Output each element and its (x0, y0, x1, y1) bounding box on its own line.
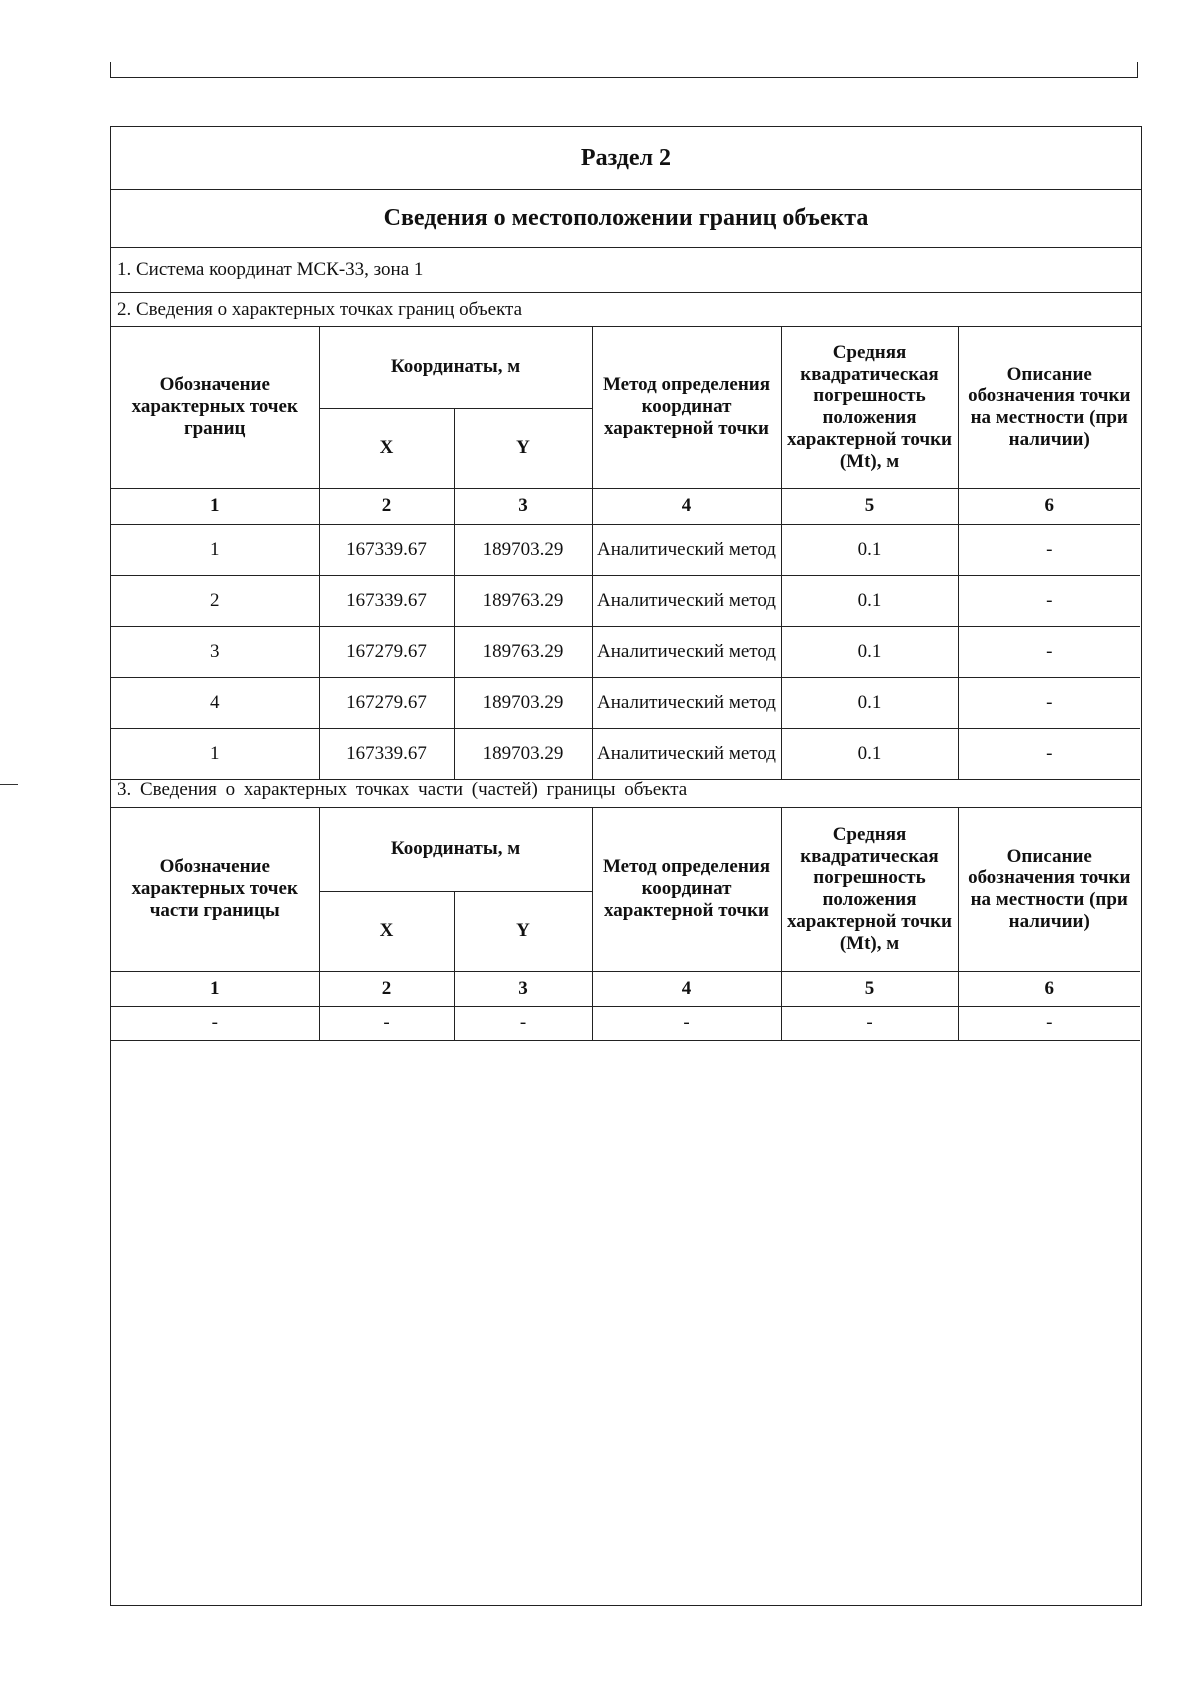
header-coords: Координаты, м (319, 808, 592, 891)
cell-description: - (958, 575, 1140, 626)
cell-x: 167339.67 (319, 524, 454, 575)
header-y: Y (454, 891, 592, 971)
header-coords: Координаты, м (319, 327, 592, 408)
cell-description: - (958, 1006, 1140, 1040)
boundary-points-table (111, 327, 1140, 780)
cell-description: - (958, 677, 1140, 728)
top-page-bracket (110, 62, 1138, 78)
cell-error: - (781, 1006, 958, 1040)
header-description: Описание обозначения точки на местности (при наличии) (958, 808, 1140, 971)
part-boundary-points-table (111, 808, 1140, 1041)
cell-x: 167279.67 (319, 677, 454, 728)
cell-point: - (111, 1006, 319, 1040)
part3-heading: 3. Сведения о характерных точках части (частей) границы объекта (111, 773, 1141, 808)
cell-y: - (454, 1006, 592, 1040)
cell-description: - (958, 626, 1140, 677)
column-number: 1 (111, 971, 319, 1006)
column-number: 5 (781, 971, 958, 1006)
column-number: 5 (781, 488, 958, 524)
coordinate-system: 1. Система координат МСК-33, зона 1 (111, 247, 1141, 293)
section-subtitle: Сведения о местоположении границ объекта (111, 189, 1141, 248)
header-error: Средняя квадратическая погрешность положения характерной точки (Mt), м (781, 327, 958, 488)
cell-description: - (958, 728, 1140, 779)
header-point: Обозначение характерных точек границ (111, 327, 319, 488)
cell-error: 0.1 (781, 728, 958, 779)
cell-error: 0.1 (781, 626, 958, 677)
part2-heading: 2. Сведения о характерных точках границ объекта (111, 293, 1141, 327)
table-row (111, 1006, 1140, 1040)
cell-error: 0.1 (781, 677, 958, 728)
column-number: 3 (454, 488, 592, 524)
cell-point: 2 (111, 575, 319, 626)
section-title: Раздел 2 (111, 127, 1141, 190)
cell-y: 189763.29 (454, 626, 592, 677)
header-description: Описание обозначения точки на местности (при наличии) (958, 327, 1140, 488)
table-row (111, 626, 1140, 677)
cell-point: 1 (111, 524, 319, 575)
column-number: 4 (592, 488, 781, 524)
section-frame (110, 126, 1142, 1606)
header-method: Метод определения координат характерной точки (592, 327, 781, 488)
cell-y: 189703.29 (454, 677, 592, 728)
cell-description: - (958, 524, 1140, 575)
column-number: 6 (958, 488, 1140, 524)
header-y: Y (454, 408, 592, 488)
cell-method: - (592, 1006, 781, 1040)
header-method: Метод определения координат характерной точки (592, 808, 781, 971)
cell-method: Аналитический метод (592, 524, 781, 575)
column-number: 2 (319, 971, 454, 1006)
cell-method: Аналитический метод (592, 626, 781, 677)
table-row (111, 677, 1140, 728)
cell-error: 0.1 (781, 524, 958, 575)
table-row (111, 524, 1140, 575)
column-number: 4 (592, 971, 781, 1006)
header-point: Обозначение характерных точек части границы (111, 808, 319, 971)
table-row (111, 728, 1140, 779)
column-number: 6 (958, 971, 1140, 1006)
header-error: Средняя квадратическая погрешность положения характерной точки (Mt), м (781, 808, 958, 971)
table-row (111, 575, 1140, 626)
header-x: X (319, 891, 454, 971)
cell-y: 189703.29 (454, 524, 592, 575)
cell-y: 189763.29 (454, 575, 592, 626)
header-x: X (319, 408, 454, 488)
scan-mark (0, 784, 18, 785)
cell-x: 167339.67 (319, 575, 454, 626)
cell-x: 167279.67 (319, 626, 454, 677)
cell-point: 4 (111, 677, 319, 728)
cell-point: 3 (111, 626, 319, 677)
cell-point: 1 (111, 728, 319, 779)
cell-method: Аналитический метод (592, 728, 781, 779)
column-number: 2 (319, 488, 454, 524)
cell-y: 189703.29 (454, 728, 592, 779)
cell-error: 0.1 (781, 575, 958, 626)
cell-x: 167339.67 (319, 728, 454, 779)
cell-method: Аналитический метод (592, 575, 781, 626)
column-number: 3 (454, 971, 592, 1006)
column-number: 1 (111, 488, 319, 524)
cell-x: - (319, 1006, 454, 1040)
cell-method: Аналитический метод (592, 677, 781, 728)
